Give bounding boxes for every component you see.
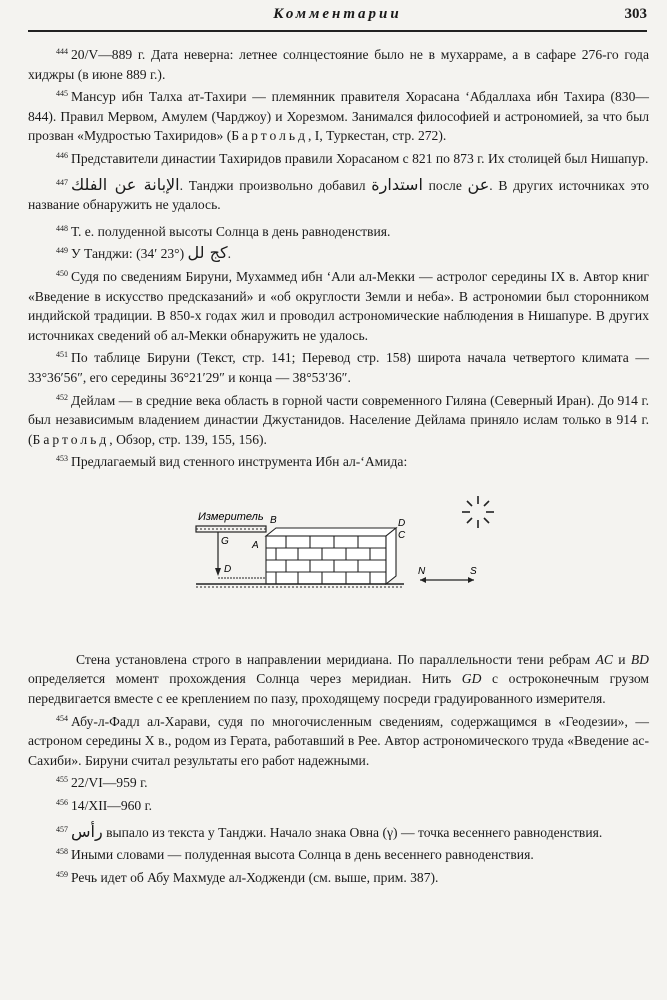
wall-instrument-figure (28, 472, 649, 650)
label-b: B (270, 514, 277, 526)
arabic-text: كج لل (187, 243, 228, 263)
wall-instrument-diagram (178, 476, 508, 646)
note-text: (23° 34′). (136, 246, 231, 262)
running-title: Комментарии (273, 6, 402, 22)
arabic-text: استدارة (371, 174, 423, 194)
note-text: . В других источниках это название обнаружить не удалось. (28, 177, 649, 213)
note-number: 447 (56, 177, 68, 187)
note-number: 445 (56, 89, 68, 99)
page-header (28, 2, 647, 32)
page-number: 303 (624, 6, 647, 22)
note-text: Абу-л-Фадл ал-Харави, судя по многочисленным сведениям, содержащимся в «Геодезии», — астроном середины X в., родом из Герата, работавший в Рее. Автор астрономического труда «Введение ас-Сахиби». Бируни считал результаты его работ надежными. (28, 713, 649, 768)
figure-explanation (28, 650, 649, 709)
arabic-text: عن (467, 174, 490, 194)
note-text: Дейлам — в средние века область в горной части современного Гиляна (Северный Иран). До 914 г. был независимым владением династии Джустанидов. Население Дейлама приняло ислам только в 914 г. ( (28, 392, 649, 447)
note-text: . Танджи произвольно добавил (179, 177, 372, 193)
text: Стена установлена строго в направлении меридиана. По параллельности тени ребрам (76, 651, 596, 667)
footnote-444 (28, 42, 649, 84)
label-s: S (470, 565, 477, 577)
footnote-445 (28, 84, 649, 146)
author-name: Бартольд (231, 128, 308, 144)
footnote-456 (28, 793, 649, 816)
note-number: 448 (56, 223, 68, 233)
text: и (612, 651, 631, 667)
label-n: N (418, 565, 426, 577)
note-text: после (422, 177, 468, 193)
label-d-top: D (398, 517, 406, 529)
footnote-449 (28, 241, 649, 264)
ruler-label: Измеритель (198, 510, 264, 523)
edge-label: GD (461, 671, 482, 687)
label-a: A (252, 539, 259, 551)
footnote-452 (28, 388, 649, 450)
note-number: 454 (56, 713, 68, 723)
note-number: 444 (56, 47, 68, 56)
note-text: По таблице Бируни (Текст, стр. 141; Перевод стр. 158) широта начала четвертого климата — 33°36′56″, его середины 36°21′29″ и конца — 38°53′36″. (28, 350, 649, 385)
note-text: выпало из текста у Танджи. Начало знака Овна (γ) — точка весеннего равноденствия. (102, 824, 603, 840)
label-c: C (398, 529, 406, 541)
note-number: 456 (56, 798, 68, 808)
plumb-weight (215, 568, 221, 576)
footnote-454 (28, 709, 649, 771)
footnote-450 (28, 264, 649, 345)
note-text: 20/V—889 г. Дата неверна: летнее солнцестояние было не в мухарраме, а в сафаре 276-го года хиджры (в июне 889 г.). (28, 47, 649, 82)
label-d-low: D (224, 563, 232, 575)
edge-label: AC (595, 651, 613, 667)
footnote-458 (28, 842, 649, 865)
note-text: Предлагаемый вид стенного инструмента Ибн ал-‘Амида: (71, 454, 408, 470)
note-number: 457 (56, 824, 68, 834)
note-text: , Обзор, стр. 139, 155, 156). (109, 431, 267, 447)
note-number: 452 (56, 392, 68, 402)
footnote-453 (28, 449, 649, 472)
brick-wall (266, 528, 396, 584)
footnote-459 (28, 865, 649, 888)
note-text: Т. е. полуденной высоты Солнца в день равноденствия. (71, 223, 391, 239)
note-number: 455 (56, 775, 68, 785)
author-name: Бартольд (32, 431, 110, 447)
note-text: Судя по сведениям Бируни, Мухаммед ибн ‘Али ал-Мекки — астролог середины IX в. Автор книг «Введение в искусство предсказаний» и «об округлости Земли и неба». В астрономии был сторонником индийской традиции. В 850-х годах жил и проводил астрономические наблюдения в Нишапуре. В других источниках сведений об ал-Мекки обнаружить не удалось. (28, 268, 649, 343)
footnote-448 (28, 219, 649, 242)
footnote-457 (28, 820, 649, 843)
label-g: G (221, 535, 229, 547)
note-text: , I, Туркестан, стр. 272). (308, 128, 447, 144)
note-number: 449 (56, 246, 68, 256)
sun-icon (462, 496, 494, 528)
arabic-text: رأس (71, 821, 103, 841)
graduated-ruler (196, 526, 266, 532)
note-text: 14/XII—960 г. (71, 798, 153, 814)
note-number: 446 (56, 150, 68, 160)
text: с остроконечным грузом передвигается вместе с ее креплением по пазу, проходящему посреди градуированного измерителя. (28, 671, 650, 707)
note-number: 451 (56, 350, 68, 360)
note-number: 458 (56, 847, 68, 857)
note-number: 453 (56, 454, 68, 464)
note-text: У Танджи: (71, 246, 137, 262)
footnote-451 (28, 345, 649, 387)
edge-label: BD (630, 651, 649, 667)
note-text: Иными словами — полуденная высота Солнца в день весеннего равноденствия. (71, 847, 534, 863)
page-body (28, 42, 649, 887)
text: определяется момент прохождения Солнца через меридиан. Нить (28, 671, 462, 687)
footnote-455 (28, 770, 649, 793)
note-text: 22/VI—959 г. (71, 775, 148, 791)
footnote-447 (28, 173, 649, 215)
note-text: Представители династии Тахиридов правили Хорасаном с 821 по 873 г. Их столицей был Нишапур. (71, 150, 649, 166)
note-text: Речь идет об Абу Махмуде ал-Ходженди (см. выше, прим. 387). (71, 869, 439, 885)
note-number: 459 (56, 869, 68, 879)
arabic-text: الإبانة عن الفلك (71, 174, 180, 194)
note-text: Мансур ибн Талха ат-Тахири — племянник правителя Хорасана ‘Абдаллаха ибн Тахира (830—844). Правил Мервом, Амулем (Чарджоу) и Хорезмом. Занимался философией и астрономией, за что был прозван «Мудростью Тахиридов» ( (28, 89, 649, 144)
footnote-446 (28, 146, 649, 169)
note-number: 450 (56, 268, 68, 278)
